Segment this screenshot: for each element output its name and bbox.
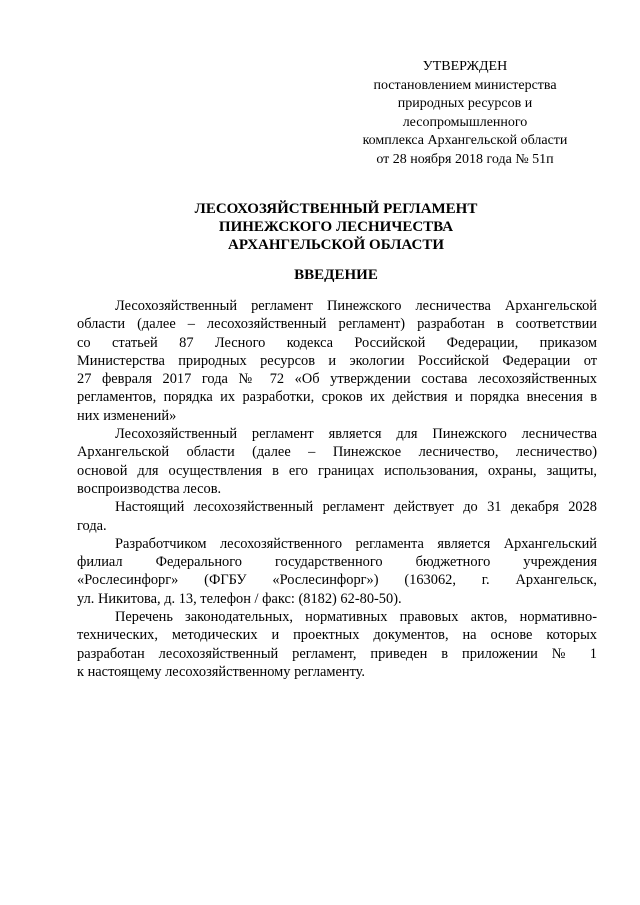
text-line: со статьей 87 Лесного кодекса Российской Федерации, приказом	[77, 334, 597, 351]
approval-line: УТВЕРЖДЕН	[422, 59, 508, 74]
paragraph	[77, 498, 597, 535]
text-line: Лесохозяйственный регламент Пинежского лесничества Архангельской	[115, 298, 597, 314]
document-body	[77, 297, 597, 681]
approval-line: комплекса Архангельской области	[362, 133, 568, 148]
text-line: Лесохозяйственный регламент является для Пинежского лесничества	[115, 426, 597, 443]
text-line: к настоящему лесохозяйственному регламенту.	[77, 663, 366, 680]
text-line: разработан лесохозяйственный регламент, приведен в приложении № 1	[77, 645, 597, 662]
title-line: АРХАНГЕЛЬСКОЙ ОБЛАСТИ	[228, 237, 444, 253]
text-line: ул. Никитова, д. 13, телефон / факс: (8182) 62-80-50).	[77, 590, 402, 607]
text-line: воспроизводства лесов.	[77, 480, 222, 497]
approval-line: природных ресурсов и	[397, 96, 533, 111]
text-line: Архангельской области (далее – Пинежское лесничество, лесничество)	[77, 444, 597, 461]
text-line: области (далее – лесохозяйственный регламент) разработан в соответствии	[77, 316, 597, 333]
text-line: технических, методических и проектных документов, на основе которых	[77, 627, 597, 644]
approval-line: от 28 ноября 2018 года № 51п	[376, 151, 554, 167]
approval-stamp	[335, 58, 595, 169]
document-title	[0, 200, 640, 254]
text-line: филиал Федерального государственного бюджетного учреждения	[77, 554, 597, 571]
title-line: ПИНЕЖСКОГО ЛЕСНИЧЕСТВА	[218, 219, 454, 235]
text-line: Разработчиком лесохозяйственного регламента является Архангельский	[115, 535, 597, 552]
title-line: ЛЕСОХОЗЯЙСТВЕННЫЙ РЕГЛАМЕНТ	[194, 201, 478, 217]
paragraph	[77, 297, 597, 425]
text-line: основой для осуществления в его границах использования, охраны, защиты,	[77, 462, 597, 479]
text-line: них изменений»	[77, 407, 177, 424]
paragraph	[77, 608, 597, 681]
approval-line: постановлением министерства	[373, 77, 557, 93]
paragraph	[77, 535, 597, 608]
text-line: года.	[77, 517, 107, 534]
text-line: Настоящий лесохозяйственный регламент действует до 31 декабря 2028	[115, 499, 597, 516]
text-line: регламентов, порядка их разработки, сроков их действия и порядка внесения в	[77, 389, 597, 406]
paragraph	[77, 425, 597, 498]
section-heading: ВВЕДЕНИЕ	[294, 267, 378, 283]
text-line: Перечень законодательных, нормативных правовых актов, нормативно-	[115, 609, 597, 626]
text-line: «Рослесинфорг» (ФГБУ «Рослесинфорг») (163062, г. Архангельск,	[77, 572, 597, 589]
approval-line: лесопромышленного	[402, 114, 528, 130]
text-line: Министерства природных ресурсов и экологии Российской Федерации от	[77, 352, 597, 369]
text-line: 27 февраля 2017 года № 72 «Об утверждении состава лесохозяйственных	[77, 371, 597, 388]
